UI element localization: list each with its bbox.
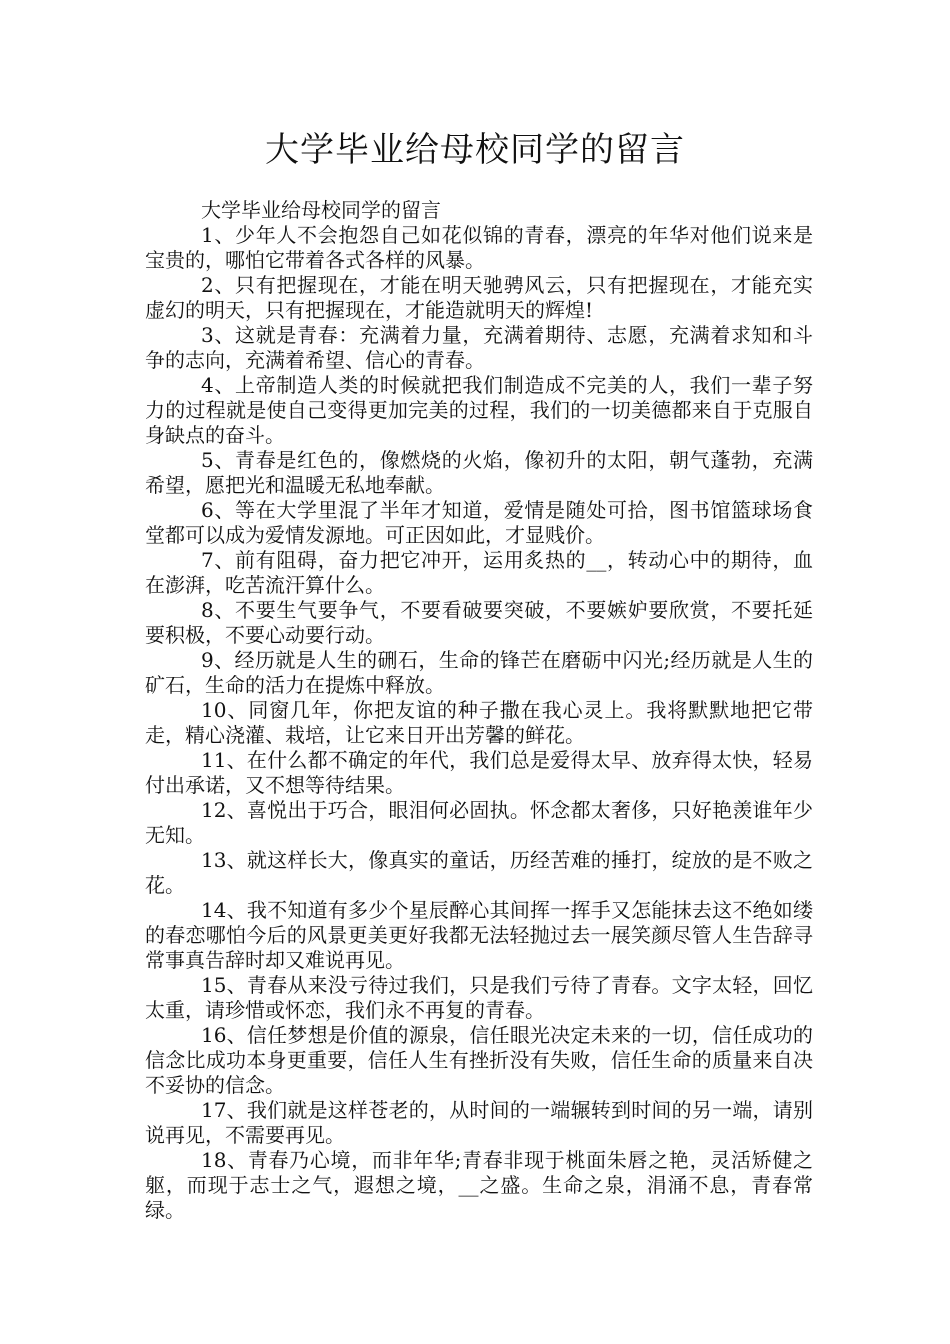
- message-paragraph: 4、上帝制造人类的时候就把我们制造成不完美的人，我们一辈子努力的过程就是使自己变得更加完美的过程，我们的一切美德都来自于克服自身缺点的奋斗。: [145, 373, 813, 447]
- message-paragraph: 17、我们就是这样苍老的，从时间的一端辗转到时间的另一端，请别说再见，不需要再见。: [145, 1098, 813, 1147]
- message-paragraph: 11、在什么都不确定的年代，我们总是爱得太早、放弃得太快，轻易付出承诺，又不想等待结果。: [145, 748, 813, 797]
- message-paragraph: 15、青春从来没亏待过我们，只是我们亏待了青春。文字太轻，回忆太重，请珍惜或怀恋，我们永不再复的青春。: [145, 973, 813, 1022]
- message-paragraph: 10、同窗几年，你把友谊的种子撒在我心灵上。我将默默地把它带走，精心浇灌、栽培，让它来日开出芳馨的鲜花。: [145, 698, 813, 747]
- message-paragraph: 7、前有阻碍，奋力把它冲开，运用炙热的__，转动心中的期待，血在澎湃，吃苦流汗算什么。: [145, 548, 813, 597]
- document-body: [145, 198, 813, 1223]
- message-paragraph: 9、经历就是人生的硎石，生命的锋芒在磨砺中闪光;经历就是人生的矿石，生命的活力在提炼中释放。: [145, 648, 813, 697]
- message-paragraph: 5、青春是红色的，像燃烧的火焰，像初升的太阳，朝气蓬勃，充满希望，愿把光和温暖无私地奉献。: [145, 448, 813, 497]
- message-paragraph: 18、青春乃心境，而非年华;青春非现于桃面朱唇之艳，灵活矫健之躯，而现于志士之气，遐想之境，__之盛。生命之泉，涓涌不息，青春常绿。: [145, 1148, 813, 1222]
- message-paragraph: 6、等在大学里混了半年才知道，爱情是随处可拾，图书馆篮球场食堂都可以成为爱情发源地。可正因如此，才显贱价。: [145, 498, 813, 547]
- message-paragraph: 12、喜悦出于巧合，眼泪何必固执。怀念都太奢侈，只好艳羡谁年少无知。: [145, 798, 813, 847]
- message-paragraph: 13、就这样长大，像真实的童话，历经苦难的捶打，绽放的是不败之花。: [145, 848, 813, 897]
- document-subtitle: 大学毕业给母校同学的留言: [201, 198, 441, 222]
- message-paragraph: 14、我不知道有多少个星辰醉心其间挥一挥手又怎能抹去这不绝如缕的春恋哪怕今后的风景更美更好我都无法轻抛过去一展笑颜尽管人生告辞寻常事真告辞时却又难说再见。: [145, 898, 813, 972]
- message-paragraph: 2、只有把握现在，才能在明天驰骋风云，只有把握现在，才能充实虚幻的明天，只有把握现在，才能造就明天的辉煌!: [145, 273, 813, 322]
- message-paragraph: 8、不要生气要争气，不要看破要突破，不要嫉妒要欣赏，不要托延要积极，不要心动要行动。: [145, 598, 813, 647]
- document-title: 大学毕业给母校同学的留言: [265, 130, 685, 170]
- message-paragraph: 3、这就是青春：充满着力量，充满着期待、志愿，充满着求知和斗争的志向，充满着希望、信心的青春。: [145, 323, 813, 372]
- message-paragraph: 1、少年人不会抱怨自己如花似锦的青春，漂亮的年华对他们说来是宝贵的，哪怕它带着各式各样的风暴。: [145, 223, 813, 272]
- message-paragraph: 16、信任梦想是价值的源泉，信任眼光决定未来的一切，信任成功的信念比成功本身更重要，信任人生有挫折没有失败，信任生命的质量来自决不妥协的信念。: [145, 1023, 813, 1097]
